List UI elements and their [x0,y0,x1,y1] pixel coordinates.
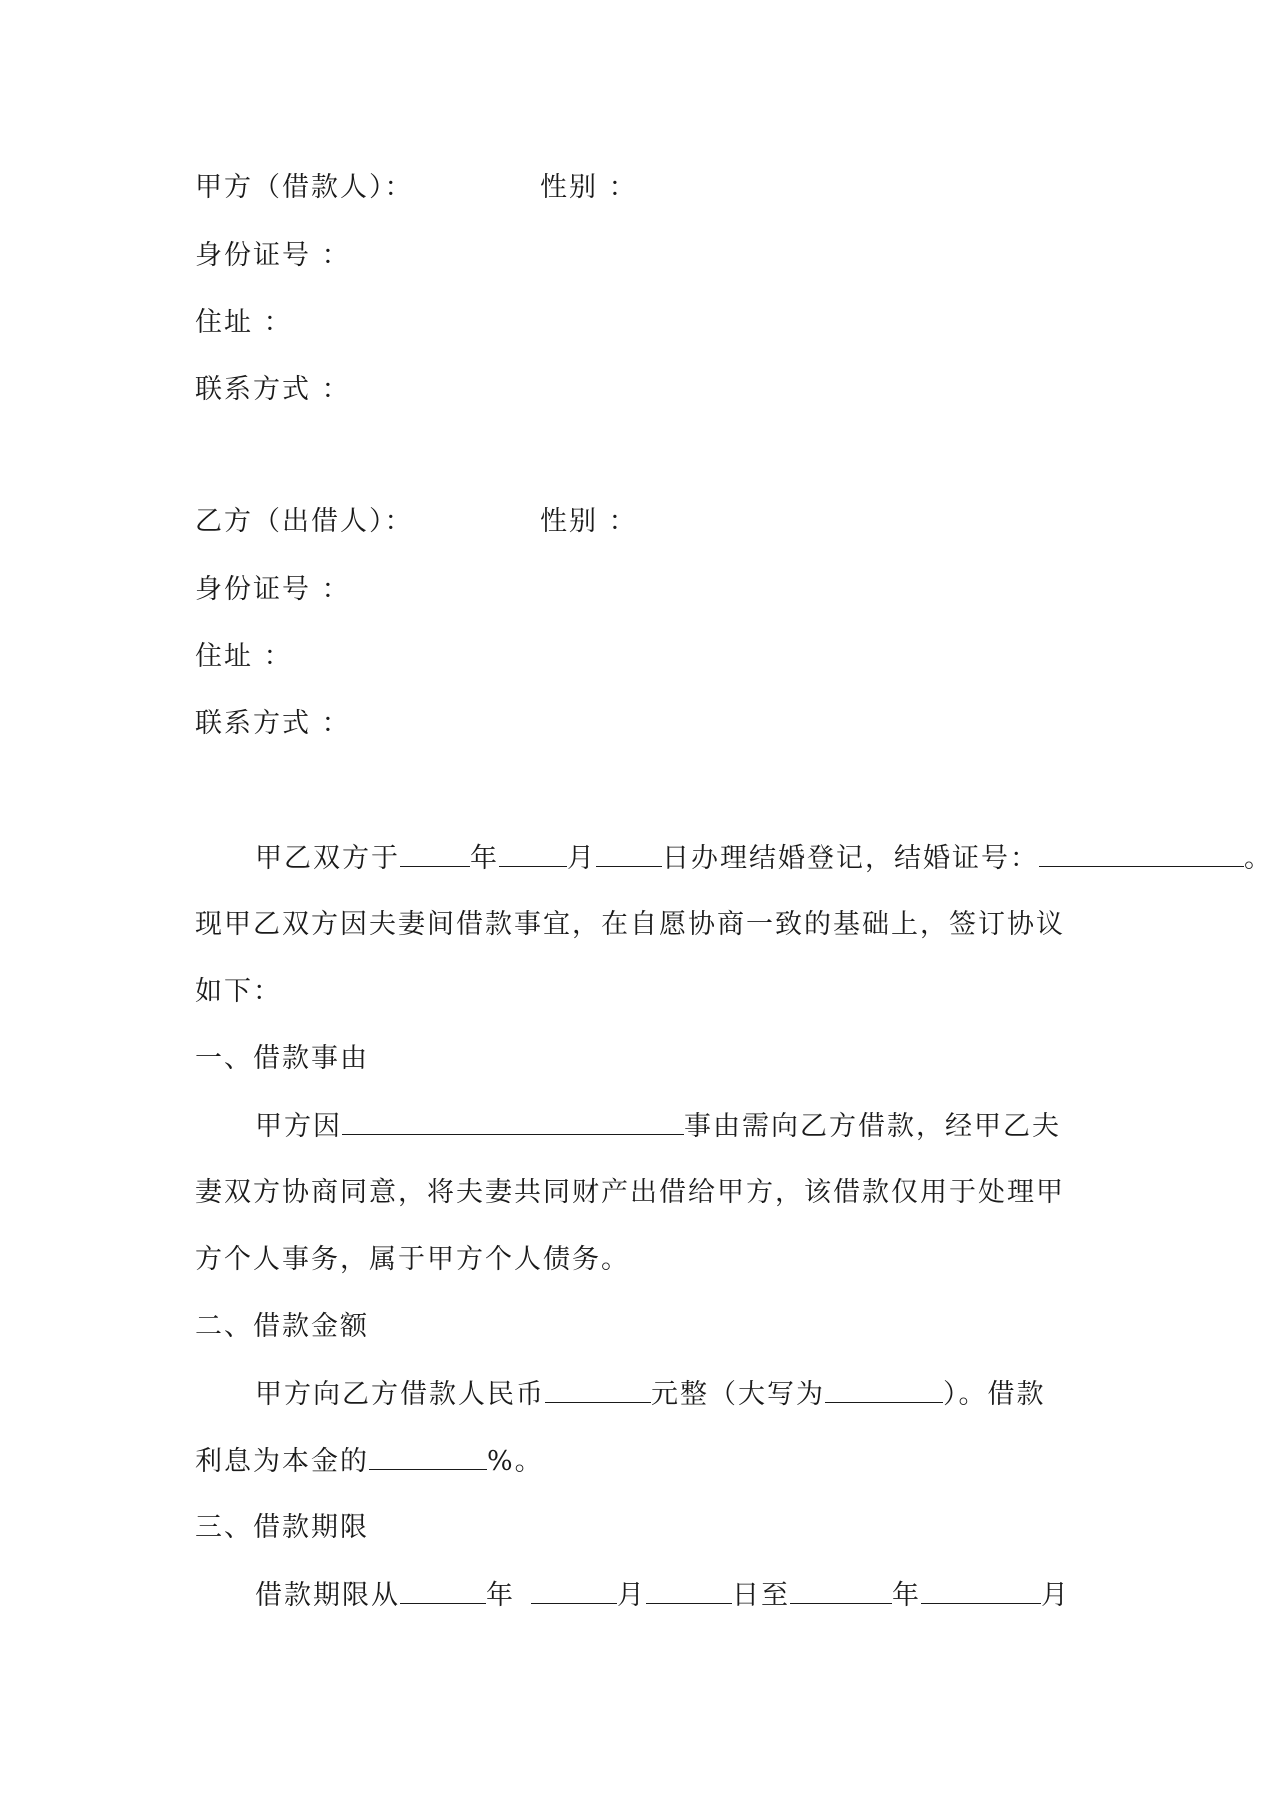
section2-text-b: 元整（大写为 [651,1379,825,1410]
section3-day-to: 日至 [732,1580,790,1611]
intro-text-a: 甲乙双方于 [255,843,400,874]
party-b-address-label: 住址 ： [195,641,293,672]
section3-month: 月 [617,1580,646,1611]
intro-line-1 [255,838,1273,879]
intro-line-3: 如下： [195,976,282,1007]
section3-year2: 年 [892,1580,921,1611]
section3-month2: 月 [1041,1580,1070,1611]
section3-year: 年 [486,1580,515,1611]
interest-rate-blank[interactable] [369,1441,487,1470]
start-day-blank[interactable] [646,1575,732,1604]
marriage-year-blank[interactable] [400,838,470,867]
intro-line-2: 现甲乙双方因夫妻间借款事宜，在自愿协商一致的基础上，签订协议 [195,909,1065,940]
start-year-blank[interactable] [400,1575,486,1604]
section1-text-b: 事由需向乙方借款，经甲乙夫 [684,1111,1061,1142]
section2-line-1 [255,1374,1046,1415]
party-b-id-label: 身份证号 ： [195,574,351,605]
loan-reason-blank[interactable] [342,1106,684,1135]
section2-text-c: ）。借款 [943,1379,1046,1410]
marriage-cert-blank[interactable] [1039,838,1244,867]
party-b-gender-label: 性别 ： [540,506,638,537]
section1-line-3: 方个人事务，属于甲方个人债务。 [195,1244,630,1275]
end-month-blank[interactable] [921,1575,1041,1604]
party-a-contact-label: 联系方式 ： [195,374,351,405]
party-b-contact-label: 联系方式 ： [195,708,351,739]
section1-line-1 [255,1106,1061,1147]
intro-day: 日办理结婚登记，结婚证号： [662,843,1039,874]
intro-year: 年 [470,843,499,874]
marriage-month-blank[interactable] [499,838,567,867]
marriage-day-blank[interactable] [596,838,662,867]
section3-text-a: 借款期限从 [255,1580,400,1611]
party-a-address-label: 住址 ： [195,307,293,338]
party-a-title: 甲方（借款人）： [195,172,414,203]
section3-heading: 三、借款期限 [195,1512,369,1543]
section1-text-a: 甲方因 [255,1111,342,1142]
section2-heading: 二、借款金额 [195,1311,369,1342]
section2-line-2 [195,1441,544,1482]
section3-line-1 [255,1575,1070,1616]
intro-end: 。 [1244,843,1273,874]
party-b-title: 乙方（出借人）： [195,506,414,537]
section2-text-e: %。 [487,1446,544,1477]
party-a-gender-label: 性别 ： [540,172,638,203]
intro-month: 月 [567,843,596,874]
party-a-id-label: 身份证号 ： [195,240,351,271]
loan-amount-uppercase-blank[interactable] [825,1374,943,1403]
section2-text-a: 甲方向乙方借款人民币 [255,1379,545,1410]
start-month-blank[interactable] [531,1575,617,1604]
end-year-blank[interactable] [790,1575,892,1604]
section1-heading: 一、借款事由 [195,1043,369,1074]
section2-text-d: 利息为本金的 [195,1446,369,1477]
loan-amount-blank[interactable] [545,1374,651,1403]
section1-line-2: 妻双方协商同意，将夫妻共同财产出借给甲方，该借款仅用于处理甲 [195,1177,1065,1208]
